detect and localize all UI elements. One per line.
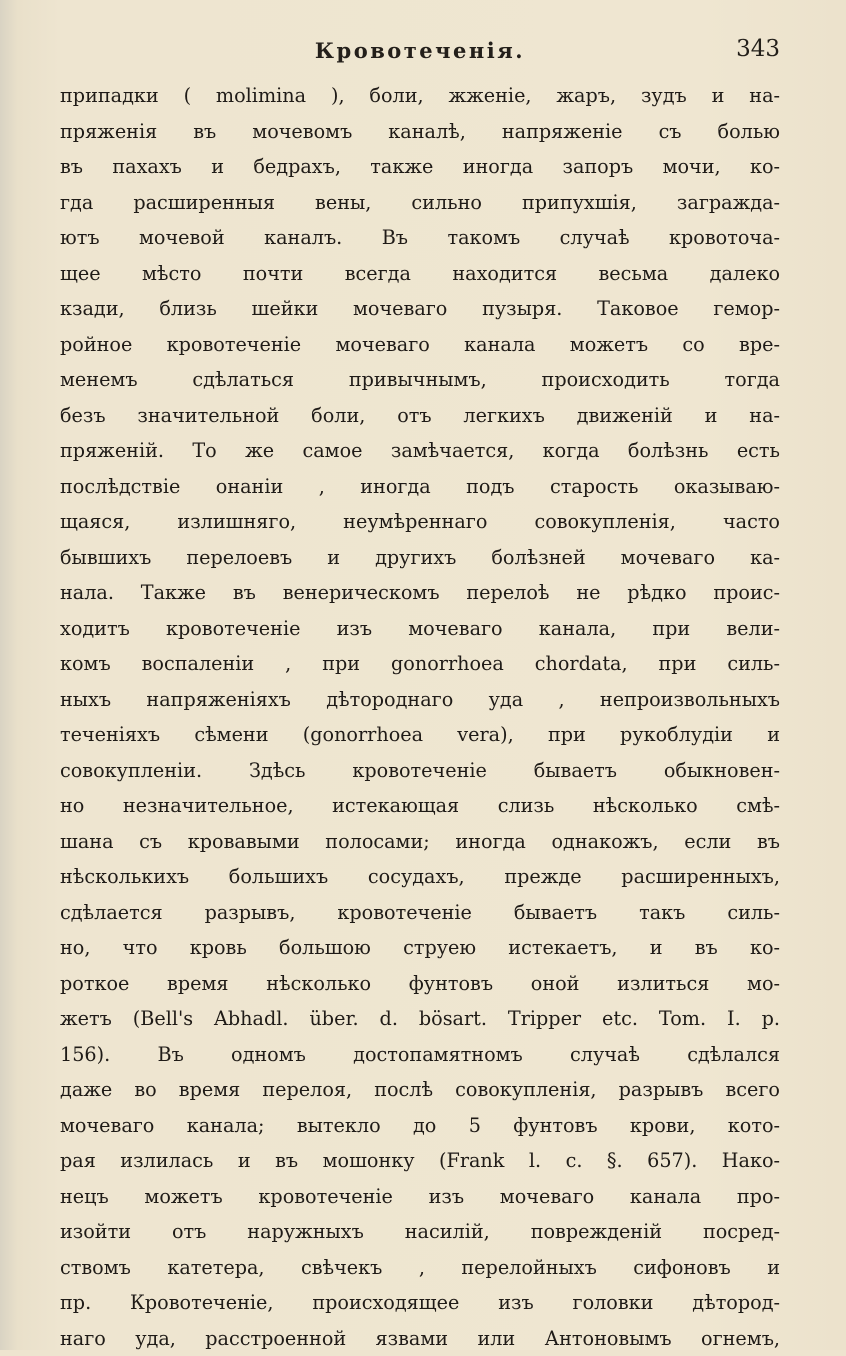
text-line: безъ значительной боли, отъ легкихъ движеній и на- <box>60 398 780 434</box>
text-line: щаяся, излишняго, неумѣреннаго совокупленія, часто <box>60 504 780 540</box>
body-text <box>60 78 780 1356</box>
text-line: нѣсколькихъ большихъ сосудахъ, прежде расширенныхъ, <box>60 859 780 895</box>
text-line: ройное кровотеченіе мочеваго канала можетъ со вре- <box>60 327 780 363</box>
text-line: даже во время перелоя, послѣ совокупленія, разрывъ всего <box>60 1072 780 1108</box>
text-line: нецъ можетъ кровотеченіе изъ мочеваго канала про- <box>60 1179 780 1215</box>
text-line: въ пахахъ и бедрахъ, также иногда запоръ мочи, ко- <box>60 149 780 185</box>
text-line: изойти отъ наружныхъ насилій, поврежденій посред- <box>60 1214 780 1250</box>
text-line: теченіяхъ сѣмени (gonorrhoea vera), при рукоблудіи и <box>60 717 780 753</box>
text-line: менемъ сдѣлаться привычнымъ, происходить тогда <box>60 362 780 398</box>
text-line: пр. Кровотеченіе, происходящее изъ головки дѣтород- <box>60 1285 780 1321</box>
text-line: ствомъ катетера, свѣчекъ , перелойныхъ сифоновъ и <box>60 1250 780 1286</box>
text-line: щее мѣсто почти всегда находится весьма далеко <box>60 256 780 292</box>
text-line: наго уда, расстроенной язвами или Антоновымъ огнемъ, <box>60 1321 780 1356</box>
text-line: ютъ мочевой каналъ. Въ такомъ случаѣ кровоточа- <box>60 220 780 256</box>
text-line: жетъ (Bell's Abhadl. über. d. bösart. Tripper etc. Tom. I. p. <box>60 1001 780 1037</box>
page-header <box>60 38 780 78</box>
text-line: но незначительное, истекающая слизь нѣсколько смѣ- <box>60 788 780 824</box>
text-line: мочеваго канала; вытекло до 5 фунтовъ крови, кото- <box>60 1108 780 1144</box>
text-line: гда расширенныя вены, сильно припухшія, загражда- <box>60 185 780 221</box>
text-line: пряженій. То же самое замѣчается, когда болѣзнь есть <box>60 433 780 469</box>
text-line: рая излилась и въ мошонку (Frank l. c. §. 657). Нако- <box>60 1143 780 1179</box>
text-line: комъ воспаленіи , при gonorrhoea chordata, при силь- <box>60 646 780 682</box>
text-line: роткое время нѣсколько фунтовъ оной излиться мо- <box>60 966 780 1002</box>
text-line: но, что кровь большою струею истекаетъ, и въ ко- <box>60 930 780 966</box>
text-line: шана съ кровавыми полосами; иногда однакожъ, если въ <box>60 824 780 860</box>
text-line: сдѣлается разрывъ, кровотеченіе бываетъ такъ силь- <box>60 895 780 931</box>
text-line: бывшихъ перелоевъ и другихъ болѣзней мочеваго ка- <box>60 540 780 576</box>
running-title: Кровотеченія. <box>60 38 780 63</box>
text-line: пряженія въ мочевомъ каналѣ, напряженіе съ болью <box>60 114 780 150</box>
text-line: ходитъ кровотеченіе изъ мочеваго канала, при вели- <box>60 611 780 647</box>
page-number: 343 <box>736 36 780 62</box>
text-line: 156). Въ одномъ достопамятномъ случаѣ сдѣлался <box>60 1037 780 1073</box>
text-line: ныхъ напряженіяхъ дѣтороднаго уда , непроизвольныхъ <box>60 682 780 718</box>
text-line: послѣдствіе онаніи , иногда подъ старость оказываю- <box>60 469 780 505</box>
text-line: припадки ( molimina ), боли, жженіе, жаръ, зудъ и на- <box>60 78 780 114</box>
text-line: совокупленіи. Здѣсь кровотеченіе бываетъ обыкновен- <box>60 753 780 789</box>
text-line: кзади, близь шейки мочеваго пузыря. Таковое гемор- <box>60 291 780 327</box>
text-line: нала. Также въ венерическомъ перелоѣ не рѣдко проис- <box>60 575 780 611</box>
